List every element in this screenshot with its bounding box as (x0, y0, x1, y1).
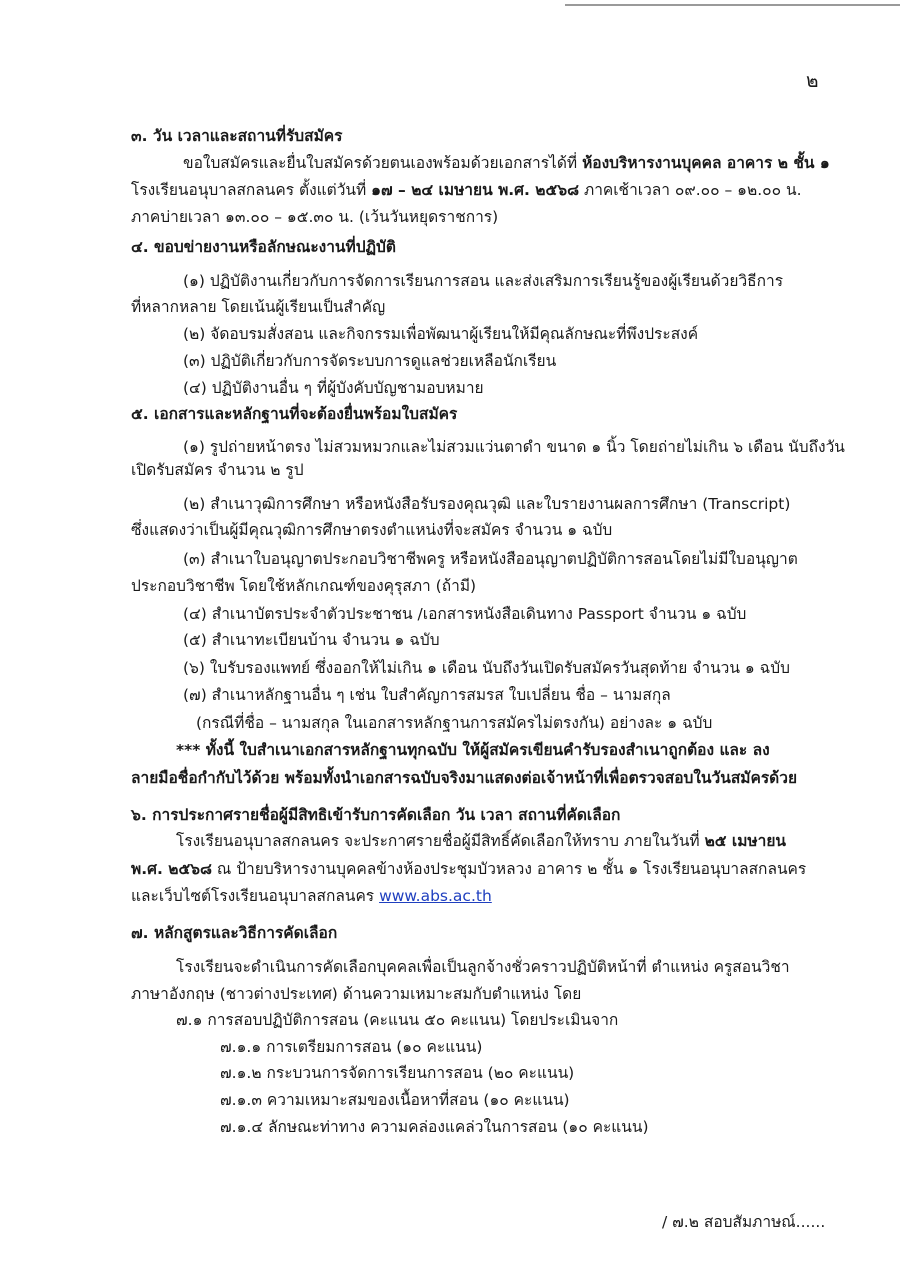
section-4-item-1b: ที่หลากหลาย โดยเน้นผู้เรียนเป็นสำคัญ (131, 298, 386, 316)
section-4-item-4: (๔) ปฏิบัติงานอื่น ๆ ที่ผู้บังคับบัญชามอบหมาย (183, 379, 484, 397)
section-5-item-1b: เปิดรับสมัคร จำนวน ๒ รูป (131, 461, 304, 479)
section-3-heading: ๓. วัน เวลาและสถานที่รับสมัคร (131, 127, 343, 145)
section-5-item-1a: (๑) รูปถ่ายหน้าตรง ไม่สวมหมวกและไม่สวมแว่นตาดำ ขนาด ๑ นิ้ว โดยถ่ายไม่เกิน ๖ เดือน นับถึงวัน (183, 438, 845, 456)
section-3-line-3: ภาคบ่ายเวลา ๑๓.๐๐ – ๑๕.๓๐ น. (เว้นวันหยุดราชการ) (131, 208, 499, 226)
section-7-line-2: ภาษาอังกฤษ (ชาวต่างประเทศ) ด้านความเหมาะสมกับตำแหน่ง โดย (131, 985, 582, 1003)
section-5-item-7a: (๗) สำเนาหลักฐานอื่น ๆ เช่น ใบสำคัญการสมรส ใบเปลี่ยน ชื่อ – นามสกุล (183, 686, 671, 704)
section-3-line-1: ขอใบสมัครและยื่นใบสมัครด้วยตนเองพร้อมด้วยเอกสารได้ที่ ห้องบริหารงานบุคคล อาคาร ๒ ชั้น ๑ (183, 154, 830, 172)
section-7-sub-1: ๗.๑ การสอบปฏิบัติการสอน (คะแนน ๕๐ คะแนน) โดยประเมินจาก (176, 1011, 619, 1029)
section-4-item-3: (๓) ปฏิบัติเกี่ยวกับการจัดระบบการดูแลช่วยเหลือนักเรียน (183, 352, 557, 370)
section-5-item-2a: (๒) สำเนาวุฒิการศึกษา หรือหนังสือรับรองคุณวุฒิ และใบรายงานผลการศึกษา (Transcript) (183, 495, 791, 513)
section-5-item-3b: ประกอบวิชาชีพ โดยใช้หลักเกณฑ์ของคุรุสภา (ถ้ามี) (131, 577, 477, 595)
section-6-line-1: โรงเรียนอนุบาลสกลนคร จะประกาศรายชื่อผู้มีสิทธิ์คัดเลือกให้ทราบ ภายในวันที่ ๒๕ เมษายน (176, 832, 787, 850)
section-5-item-6: (๖) ใบรับรองแพทย์ ซึ่งออกให้ไม่เกิน ๑ เดือน นับถึงวันเปิดรับสมัครวันสุดท้าย จำนวน ๑ ฉบับ (183, 659, 790, 677)
section-4-item-2: (๒) จัดอบรมสั่งสอน และกิจกรรมเพื่อพัฒนาผู้เรียนให้มีคุณลักษณะที่พึงประสงค์ (183, 325, 699, 343)
section-5-item-4: (๔) สำเนาบัตรประจำตัวประชาชน /เอกสารหนังสือเดินทาง Passport จำนวน ๑ ฉบับ (183, 605, 747, 623)
section-5-item-5: (๕) สำเนาทะเบียนบ้าน จำนวน ๑ ฉบับ (183, 631, 440, 649)
section-7-sub-1-4: ๗.๑.๔ ลักษณะท่าทาง ความคล่องแคล่วในการสอน (๑๐ คะแนน) (220, 1118, 649, 1136)
section-7-line-1: โรงเรียนจะดำเนินการคัดเลือกบุคคลเพื่อเป็นลูกจ้างชั่วคราวปฏิบัติหน้าที่ ตำแหน่ง ครูสอนวิชา (176, 958, 790, 976)
section-6-heading: ๖. การประกาศรายชื่อผู้มีสิทธิเข้ารับการคัดเลือก วัน เวลา สถานที่คัดเลือก (131, 806, 621, 824)
section-5-note-line-1: *** ทั้งนี้ ใบสำเนาเอกสารหลักฐานทุกฉบับ ให้ผู้สมัครเขียนคำรับรองสำเนาถูกต้อง และ ลง (176, 741, 770, 759)
section-7-sub-1-2: ๗.๑.๒ กระบวนการจัดการเรียนการสอน (๒๐ คะแนน) (220, 1064, 575, 1082)
section-7-sub-1-1: ๗.๑.๑ การเตรียมการสอน (๑๐ คะแนน) (220, 1038, 483, 1056)
section-4-heading: ๔. ขอบข่ายงานหรือลักษณะงานที่ปฏิบัติ (131, 238, 396, 256)
section-7-heading: ๗. หลักสูตรและวิธีการคัดเลือก (131, 924, 338, 942)
section-5-item-7b: (กรณีที่ชื่อ – นามสกุล ในเอกสารหลักฐานการสมัครไม่ตรงกัน) อย่างละ ๑ ฉบับ (196, 714, 713, 732)
website-link[interactable]: www.abs.ac.th (379, 887, 492, 905)
continuation-footer: / ๗.๒ สอบสัมภาษณ์...... (662, 1213, 826, 1231)
section-7-sub-1-3: ๗.๑.๓ ความเหมาะสมของเนื้อหาที่สอน (๑๐ คะแนน) (220, 1091, 570, 1109)
section-6-line-3: และเว็บไซต์โรงเรียนอนุบาลสกลนคร www.abs.ac.th (131, 887, 492, 905)
section-5-heading: ๕. เอกสารและหลักฐานที่จะต้องยื่นพร้อมใบสมัคร (131, 405, 458, 423)
top-border-line (565, 4, 900, 6)
section-4-item-1a: (๑) ปฏิบัติงานเกี่ยวกับการจัดการเรียนการสอน และส่งเสริมการเรียนรู้ของผู้เรียนด้วยวิธีการ (183, 272, 784, 290)
section-5-item-2b: ซึ่งแสดงว่าเป็นผู้มีคุณวุฒิการศึกษาตรงตำแหน่งที่จะสมัคร จำนวน ๑ ฉบับ (131, 521, 613, 539)
section-5-item-3a: (๓) สำเนาใบอนุญาตประกอบวิชาชีพครู หรือหนังสืออนุญาตปฏิบัติการสอนโดยไม่มีใบอนุญาต (183, 550, 798, 568)
section-6-line-2: พ.ศ. ๒๕๖๘ ณ ป้ายบริหารงานบุคคลข้างห้องประชุมบัวหลวง อาคาร ๒ ชั้น ๑ โรงเรียนอนุบาลสกลนคร (131, 860, 807, 878)
section-3-line-2: โรงเรียนอนุบาลสกลนคร ตั้งแต่วันที่ ๑๗ – ๒๔ เมษายน พ.ศ. ๒๕๖๘ ภาคเช้าเวลา ๐๙.๐๐ – ๑๒.๐๐ น. (131, 181, 802, 199)
page-number: ๒ (806, 70, 819, 92)
section-5-note-line-2: ลายมือชื่อกำกับไว้ด้วย พร้อมทั้งนำเอกสารฉบับจริงมาแสดงต่อเจ้าหน้าที่เพื่อตรวจสอบในวันสมัครด้วย (131, 769, 798, 787)
